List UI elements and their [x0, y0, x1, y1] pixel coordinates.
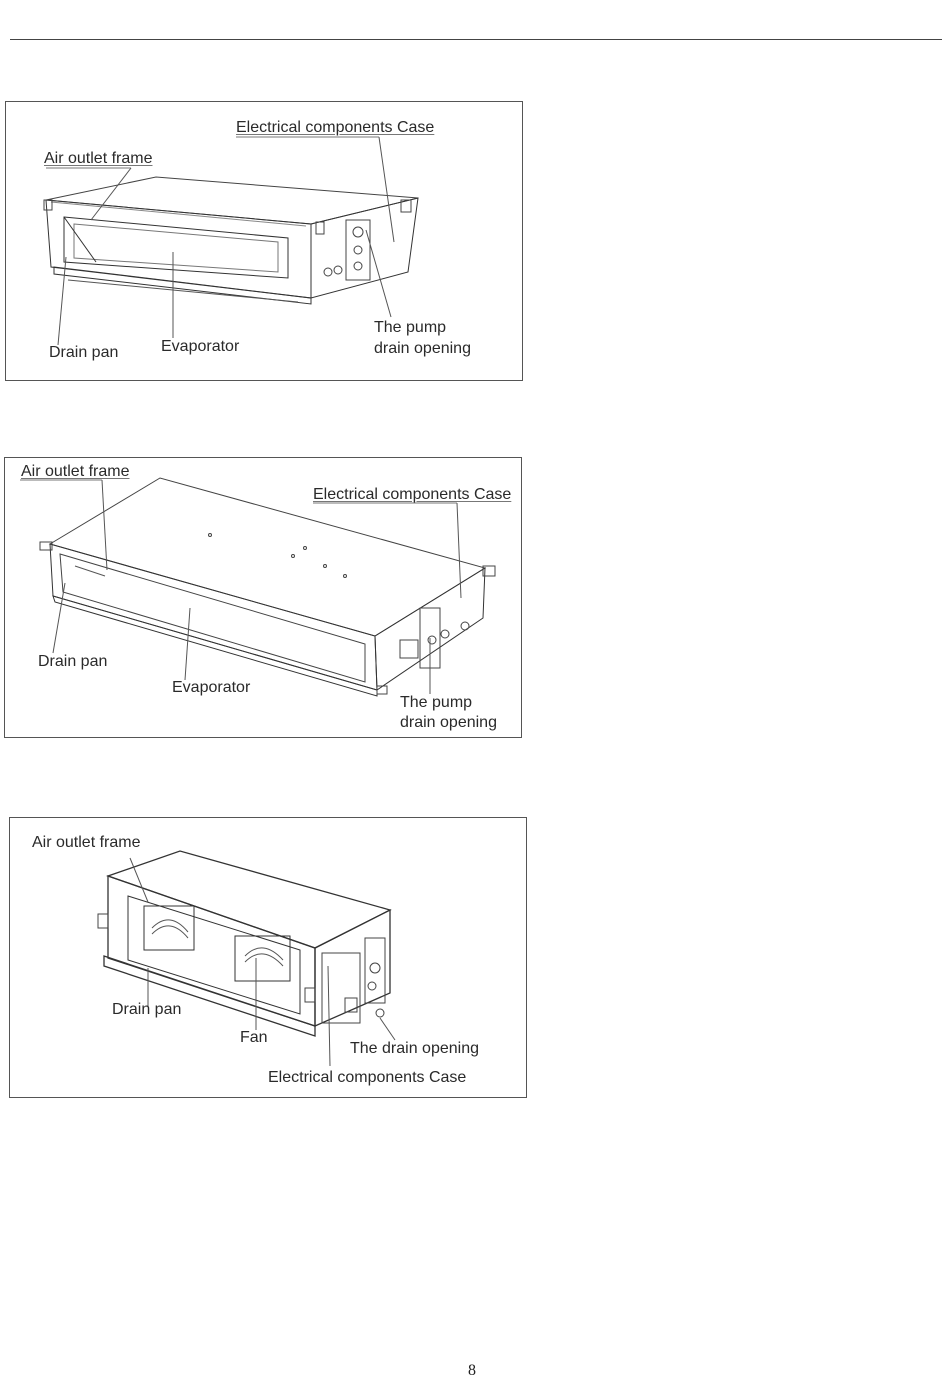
label-air-outlet-frame: Air outlet frame [32, 834, 141, 851]
label-evaporator: Evaporator [161, 338, 240, 355]
page-number: 8 [468, 1362, 476, 1379]
label-drain-pan: Drain pan [38, 653, 108, 670]
label-pump-line2: drain opening [374, 340, 471, 357]
label-electrical-case: Electrical components Case [268, 1069, 467, 1086]
label-pump-line1: The pump [374, 319, 447, 336]
label-pump-line1: The pump [400, 694, 473, 711]
label-fan: Fan [240, 1029, 268, 1046]
label-electrical-case: Electrical components Case [313, 486, 512, 503]
figure-1 [5, 101, 523, 381]
header-rule [10, 39, 942, 40]
label-air-outlet-frame: Air outlet frame [21, 463, 130, 480]
figure-3 [9, 817, 527, 1098]
label-drain-pan: Drain pan [49, 344, 119, 361]
figure-2 [4, 457, 522, 738]
label-air-outlet-frame: Air outlet frame [44, 150, 153, 167]
label-evaporator: Evaporator [172, 679, 251, 696]
label-drain-pan: Drain pan [112, 1001, 182, 1018]
label-drain-opening: The drain opening [350, 1040, 479, 1057]
label-electrical-case: Electrical components Case [236, 119, 435, 136]
label-pump-line2: drain opening [400, 714, 497, 731]
